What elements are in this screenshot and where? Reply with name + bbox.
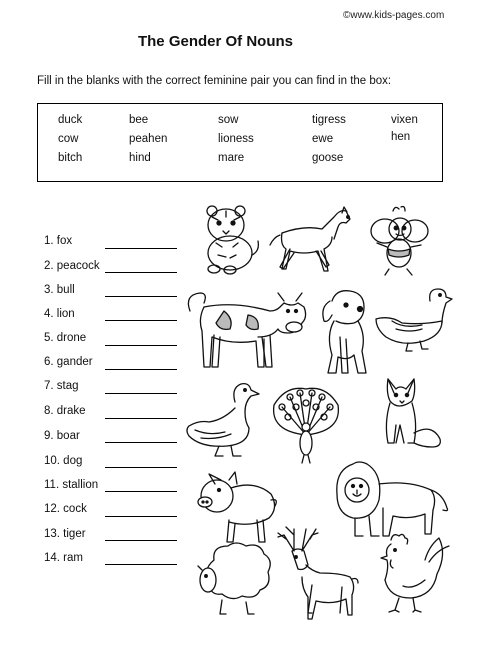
bee-picture <box>369 205 431 277</box>
box-word: bitch <box>58 152 83 164</box>
question-label: 3. bull <box>44 284 75 296</box>
box-word: vixen <box>391 114 418 126</box>
box-word: ewe <box>312 133 334 145</box>
box-word: sow <box>218 114 239 126</box>
box-word: hind <box>129 152 151 164</box>
bull-picture <box>184 291 316 377</box>
box-word: peahen <box>129 133 168 145</box>
question-label: 13. tiger <box>44 528 86 540</box>
goose-picture <box>185 380 265 460</box>
box-word: cow <box>58 133 79 145</box>
fox-picture <box>376 373 446 451</box>
question-label: 6. gander <box>44 356 93 368</box>
box-word: goose <box>312 152 344 164</box>
box-word: tigress <box>312 114 346 126</box>
dog-picture <box>316 287 376 377</box>
box-word: lioness <box>218 133 254 145</box>
question-label: 7. stag <box>44 380 79 392</box>
answer-blank[interactable] <box>105 516 177 517</box>
box-word: duck <box>58 114 83 126</box>
box-word: mare <box>218 152 245 164</box>
question-label: 11. stallion <box>44 479 99 491</box>
box-word: hen <box>391 131 411 143</box>
answer-blank[interactable] <box>105 248 177 249</box>
tiger-cub-picture <box>198 203 260 275</box>
question-label: 8. drake <box>44 405 86 417</box>
worksheet-title: The Gender Of Nouns <box>137 33 293 50</box>
answer-blank[interactable] <box>105 491 177 492</box>
deer-picture <box>272 523 360 617</box>
answer-blank[interactable] <box>105 345 177 346</box>
rooster-picture <box>369 532 451 614</box>
answer-blank[interactable] <box>105 442 177 443</box>
question-label: 10. dog <box>44 455 83 467</box>
answer-blank[interactable] <box>105 272 177 273</box>
word-box <box>37 103 443 182</box>
box-word: bee <box>129 114 149 126</box>
answer-blank[interactable] <box>105 296 177 297</box>
question-label: 9. boar <box>44 430 80 442</box>
pig-picture <box>193 470 279 546</box>
answer-blank[interactable] <box>105 418 177 419</box>
answer-blank[interactable] <box>105 369 177 370</box>
question-label: 12. cock <box>44 503 87 515</box>
answer-blank[interactable] <box>105 467 177 468</box>
copyright-notice: ©www.kids-pages.com <box>343 10 445 21</box>
duck-picture <box>374 287 454 353</box>
peacock-picture <box>266 385 346 465</box>
question-label: 5. drone <box>44 332 87 344</box>
answer-blank[interactable] <box>105 540 177 541</box>
horse-picture <box>268 205 358 277</box>
sheep-picture <box>198 540 272 616</box>
answer-blank[interactable] <box>105 564 177 565</box>
question-label: 2. peacock <box>44 260 100 272</box>
answer-blank[interactable] <box>105 320 177 321</box>
question-label: 1. fox <box>44 235 73 247</box>
question-label: 14. ram <box>44 552 83 564</box>
instruction-text: Fill in the blanks with the correct feminine pair you can find in the box: <box>37 75 392 87</box>
question-label: 4. lion <box>44 308 75 320</box>
answer-blank[interactable] <box>105 393 177 394</box>
